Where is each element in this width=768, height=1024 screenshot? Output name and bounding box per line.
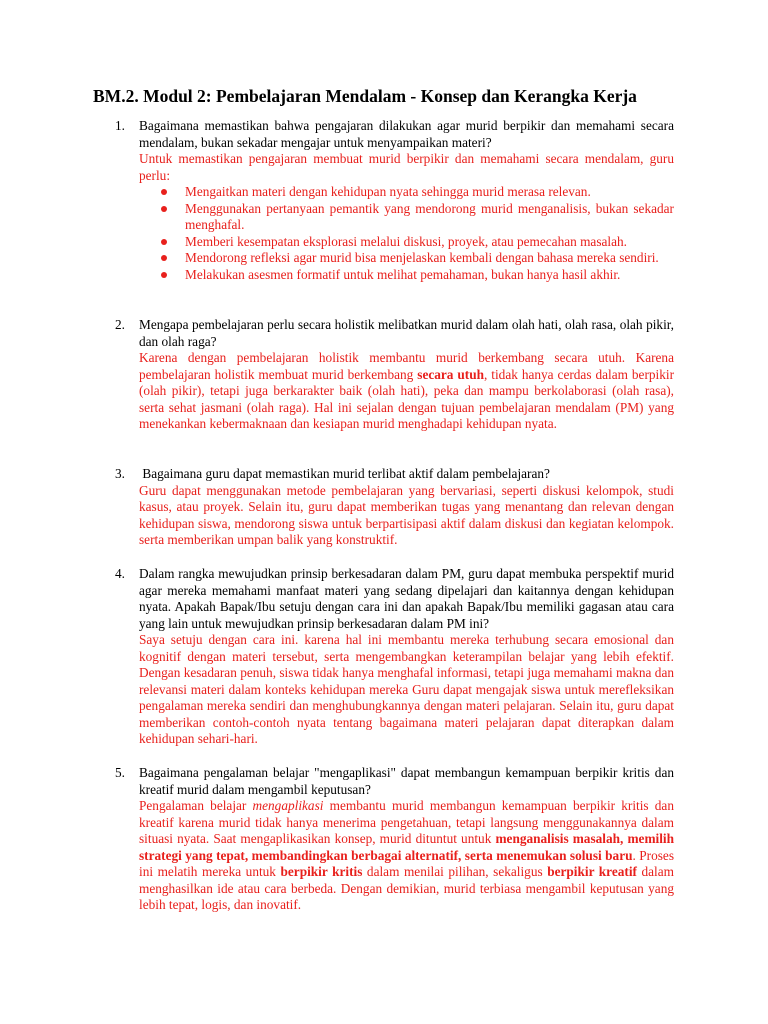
answer-text: Guru dapat menggunakan metode pembelajaran yang bervariasi, seperti diskusi kelompok, studi kasus, atau proyek. Selain itu, guru dapat memberikan tugas yang menantang dan relevan dengan kehidupan siswa, mendorong siswa untuk berpartisipasi aktif dalam diskusi dan kegiatan kelompok. serta memberikan umpan balik yang konstruktif. — [139, 482, 674, 547]
answer-text: Karena dengan pembelajaran holistik membantu murid berkembang secara utuh. Karena pembelajaran holistik membuat murid berkembang secara utuh, tidak hanya cerdas dalam berpikir (olah pikir), tetapi juga berkarakter baik (olah hati), peka dan mampu berkolaborasi (olah rasa), serta sehat jasmani (olah raga). Hal ini sejalan dengan tujuan pembelajaran mendalam (PM) yang menekankan kebermaknaan dan kesiapan murid menghadapi kehidupan nyata. — [139, 350, 674, 431]
answer-text: Saya setuju dengan cara ini. karena hal ini membantu mereka terhubung secara emosional dan kognitif dengan materi tersebut, serta mengembangkan keterampilan belajar yang lebih efektif. Dengan kesadaran penuh, siswa tidak hanya menghafal informasi, tetapi juga memahami makna dan relevansi materi dalam konteks kehidupan mereka Guru dapat mengajak siswa untuk merefleksikan pengalaman mereka sendiri dan menghubungkannya dengan materi pelajaran. Selain itu, guru dapat memberikan contoh-contoh nyata tentang bagaimana materi pelajaran dapat diterapkan dalam kehidupan sehari-hari. — [139, 632, 674, 746]
bullet-icon — [161, 239, 167, 245]
question-text: Bagaimana guru dapat memastikan murid terlibat aktif dalam pembelajaran? — [139, 466, 550, 481]
question-5 — [0, 765, 768, 914]
question-text: Dalam rangka mewujudkan prinsip berkesadaran dalam PM, guru dapat membuka perspektif murid agar mereka memahami manfaat materi yang sedang dipelajari dan kaitannya dengan kehidupan nyata. Apakah Bapak/Ibu setuju dengan cara ini dan apakah Bapak/Ibu memiliki gagasan atau cara yang lain untuk mewujudkan prinsip berkesadaran dalam PM ini? — [139, 566, 674, 631]
list-item: Memberi kesempatan eksplorasi melalui diskusi, proyek, atau pemecahan masalah. — [139, 234, 674, 251]
bullet-icon — [161, 189, 167, 195]
question-2 — [0, 317, 768, 433]
list-item: Mengaitkan materi dengan kehidupan nyata sehingga murid merasa relevan. — [139, 184, 674, 201]
list-item: Mendorong refleksi agar murid bisa menjelaskan kembali dengan bahasa mereka sendiri. — [139, 250, 674, 267]
bullet-icon — [161, 272, 167, 278]
question-text: Bagaimana memastikan bahwa pengajaran dilakukan agar murid berpikir dan memahami secara mendalam, bukan sekadar mengajar untuk menyampaikan materi? — [139, 118, 674, 150]
question-number: 2. — [115, 317, 125, 332]
question-3 — [0, 466, 768, 549]
question-number: 1. — [115, 118, 125, 133]
bullet-icon — [161, 255, 167, 261]
page-title: BM.2. Modul 2: Pembelajaran Mendalam - Konsep dan Kerangka Kerja — [93, 86, 637, 106]
question-number: 3. — [115, 466, 125, 481]
answer-intro: Untuk memastikan pengajaran membuat murid berpikir dan memahami secara mendalam, guru perlu: — [139, 151, 674, 183]
list-item: Melakukan asesmen formatif untuk melihat pemahaman, bukan hanya hasil akhir. — [139, 267, 674, 284]
question-number: 5. — [115, 765, 125, 780]
bullet-icon — [161, 206, 167, 212]
question-text: Bagaimana pengalaman belajar "mengaplikasi" dapat membangun kemampuan berpikir kritis dan kreatif murid dalam mengambil keputusan? — [139, 765, 674, 797]
question-number: 4. — [115, 566, 125, 581]
question-4 — [0, 566, 768, 748]
question-text: Mengapa pembelajaran perlu secara holistik melibatkan murid dalam olah hati, olah rasa, olah pikir, dan olah raga? — [139, 317, 674, 349]
answer-text: Pengalaman belajar mengaplikasi membantu murid membangun kemampuan berpikir kritis dan kreatif karena murid tidak hanya menerima pengetahuan, tetapi langsung menggunakannya dalam situasi nyata. Saat mengaplikasikan konsep, murid dituntut untuk menganalisis masalah, memilih strategi yang tepat, membandingkan berbagai alternatif, serta menemukan solusi baru. Proses ini melatih mereka untuk berpikir kritis dalam menilai pilihan, sekaligus berpikir kreatif dalam menghasilkan ide atau cara berbeda. Dengan demikian, murid terbiasa mengambil keputusan yang lebih tepat, logis, dan inovatif. — [139, 798, 674, 912]
answer-bullet-list — [139, 184, 674, 283]
question-1 — [0, 118, 768, 283]
list-item: Menggunakan pertanyaan pemantik yang mendorong murid menganalisis, bukan sekadar menghafal. — [139, 201, 674, 234]
